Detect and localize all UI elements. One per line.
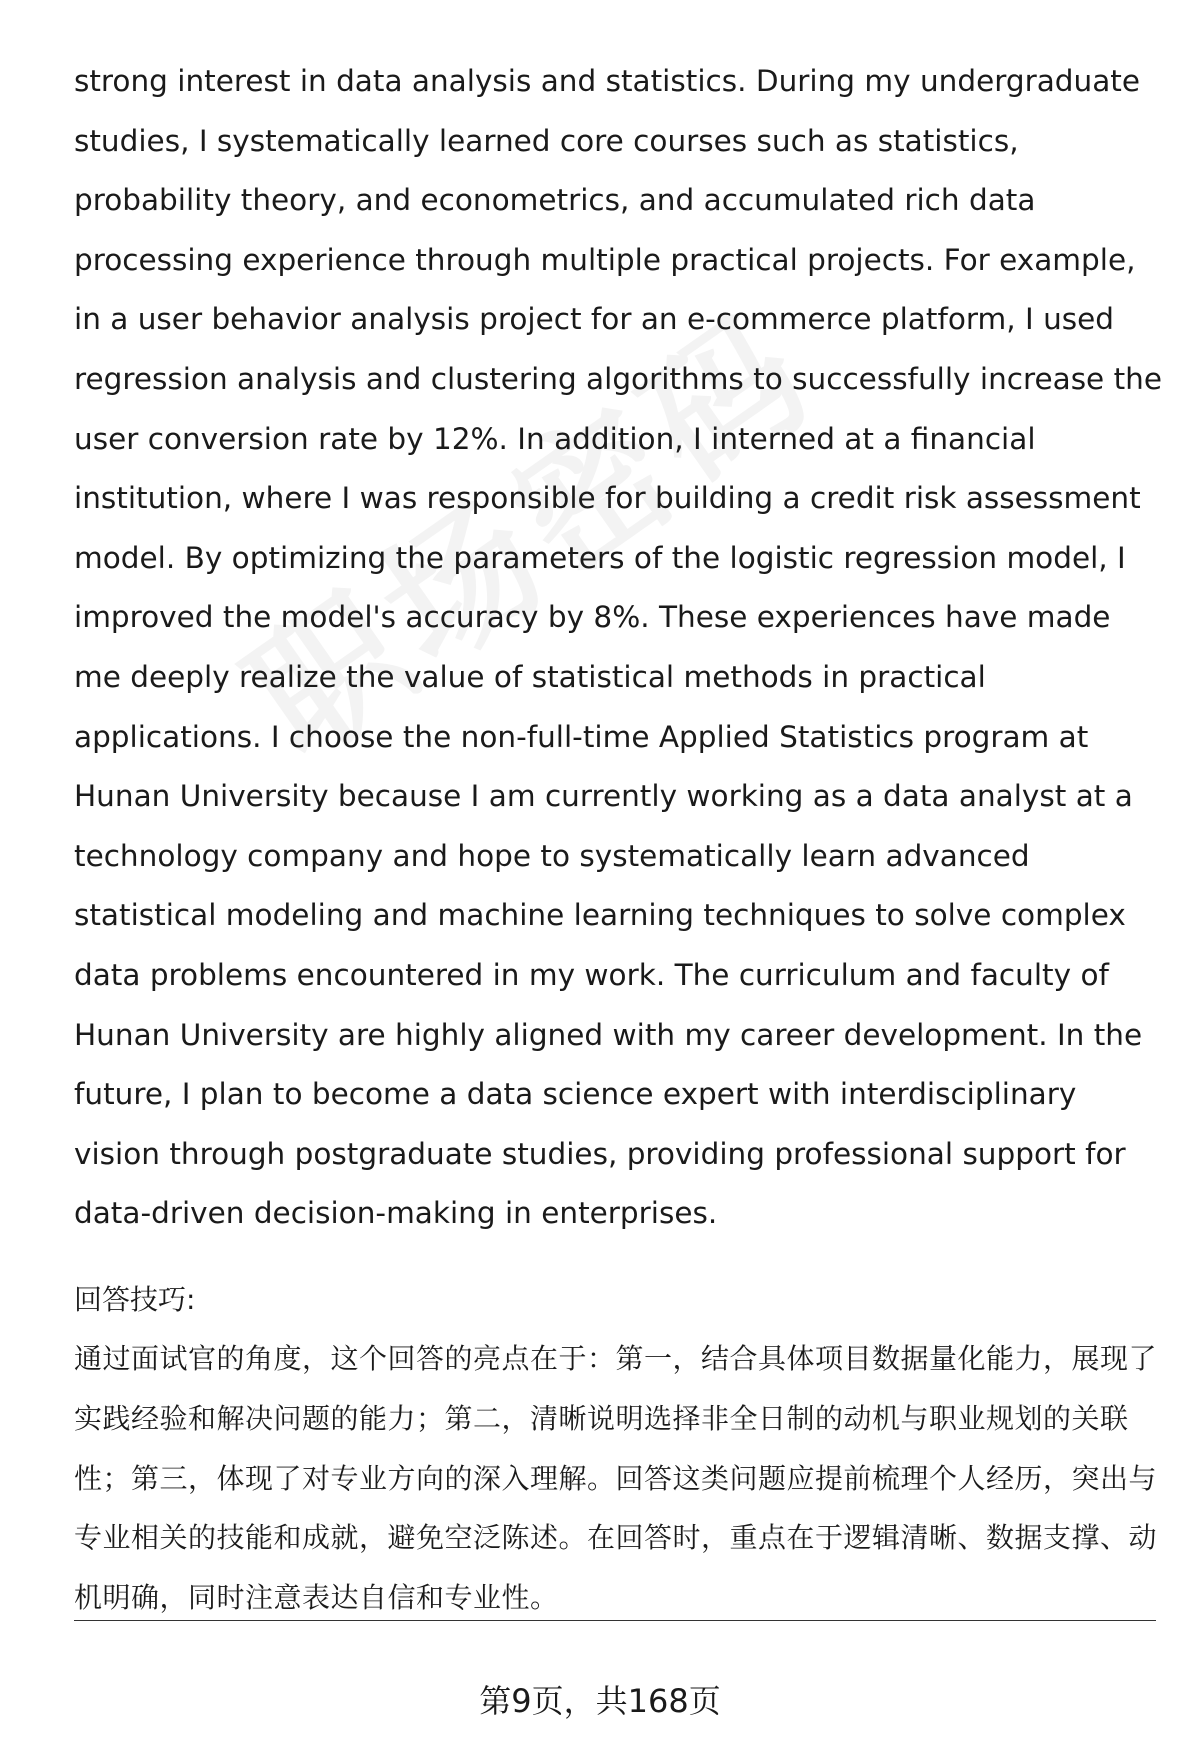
tips-heading: 回答技巧:	[74, 1282, 196, 1316]
footer-divider	[74, 1620, 1156, 1621]
answer-paragraph: strong interest in data analysis and statistics. During my undergraduate studies, I systematically learned core courses such as statistics, probability theory, and econometrics, and accumulated rich data processing experience through multiple practical projects. For example, in a user behavior analysis project for an e-commerce platform, I used regression analysis and clustering algorithms to successfully increase the user conversion rate by 12%. In addition, I interned at a financial institution, where I was responsible for building a credit risk assessment model. By optimizing the parameters of the logistic regression model, I improved the model's accuracy by 8%. These experiences have made me deeply realize the value of statistical methods in practical applications. I choose the non-full-time Applied Statistics program at Hunan University because I am currently working as a data analyst at a technology company and hope to systematically learn advanced statistical modeling and machine learning techniques to solve complex data problems encountered in my work. The curriculum and faculty of Hunan University are highly aligned with my career development. In the future, I plan to become a data science expert with interdisciplinary vision through postgraduate studies, providing professional support for data-driven decision-making in enterprises.	[74, 64, 1162, 1231]
page-number: 第9页，共168页	[479, 1682, 721, 1720]
tips-paragraph: 通过面试官的角度，这个回答的亮点在于：第一，结合具体项目数据量化能力，展现了实践经验和解决问题的能力；第二，清晰说明选择非全日制的动机与职业规划的关联性；第三，体现了对专业方向的深入理解。回答这类问题应提前梳理个人经历，突出与专业相关的技能和成就，避免空泛陈述。在回答时，重点在于逻辑清晰、数据支撑、动机明确，同时注意表达自信和专业性。	[74, 1342, 1158, 1614]
page-content	[74, 52, 1164, 1627]
